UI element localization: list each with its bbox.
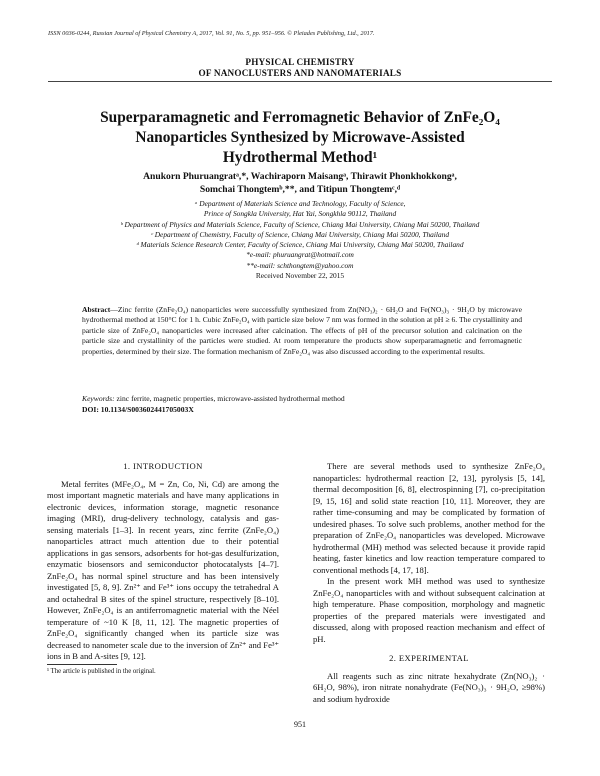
footnote-rule — [47, 664, 117, 665]
intro-heading: 1. INTRODUCTION — [123, 461, 203, 471]
experimental-heading: 2. EXPERIMENTAL — [389, 653, 469, 663]
title-line1: Superparamagnetic and Ferromagnetic Behavior of ZnFe₂O₄ — [100, 109, 500, 126]
right-column — [313, 461, 545, 705]
right-paragraph-1: There are several methods used to synthesize ZnFe₂O₄ nanoparticles: hydrothermal reaction [2, 13], pyrolysis [5, 14], thermal decomposition [6, 8], electrospinning [7], co-precipitation [9, 15, 16] and solid state reaction [10, 11]. Moreover, they are rather time-consuming and may be complicated by formation of undesired phases. To solve such problems, another method for the preparation of ZnFe₂O₄ nanoparticles was developed. Microwave hydrothermal (MH) method was selected because it provide rapid heating, faster kinetics and low reaction temperature compared to conventional methods [4, 17, 18]. — [313, 461, 545, 575]
affiliation-line: ᶜ Department of Chemistry, Faculty of Science, Chiang Mai University, Chiang Mai 50200, Thailand — [150, 229, 450, 239]
keywords-text: zinc ferrite, magnetic properties, microwave-assisted hydrothermal method — [114, 394, 345, 403]
affiliation-line: ᵃ Department of Materials Science and Technology, Faculty of Science, — [194, 199, 406, 208]
affiliation-line: ᵇ Department of Physics and Materials Science, Faculty of Science, Chiang Mai University, Chiang Mai 50200, Thailand — [120, 219, 480, 229]
received-date: Received November 22, 2015 — [255, 271, 345, 281]
journal-header: ISSN 0036-0244, Russian Journal of Physical Chemistry A, 2017, Vol. 91, No. 5, pp. 951–956. © Pleiades Publishing, Ltd., 2017. — [48, 30, 375, 37]
author-list — [30, 171, 570, 196]
keywords — [82, 393, 522, 415]
page-number: 951 — [294, 720, 306, 729]
keywords-label: Keywords: — [82, 394, 115, 403]
intro-paragraph: Metal ferrites (MFe₂O₄, M = Zn, Co, Ni, Cd) are among the most important magnetic materials and have many applications in electronic devices, information storage, magnetic resonance imaging (MRI), drug-delivery technology, catalysis and gas-sensing materials [1–3]. In recent years, zinc ferrite (ZnFe₂O₄) nanoparticles attract much attention due to their potential applications in gas sensors, adsorbents for hot-gas desulfurization, enzymatic biosensors and semiconductor photocatalysts [4–7]. ZnFe₂O₄ has normal spinel structure and has been intensively investigated [5, 8, 9]. Zn²⁺ and Fe³⁺ ions occupy the tetrahedral A and octahedral B sites of the spinel structure, respectively [8–10]. However, ZnFe₂O₄ is an antiferromagnetic material with the Néel temperature of ~10 K [8, 11, 12]. The magnetic properties of ZnFe₂O₄ significantly changed when its particle size was decreased to nanometer scale due to the inversion of Zn²⁺ and Fe³⁺ ions in B and A-sites [9, 12]. — [47, 478, 279, 661]
authors-line2: Somchai Thongtemᵇ,**, and Titipun Thongtemᶜ,ᵈ — [199, 183, 401, 195]
doi: DOI: 10.1134/S003602441705003X — [82, 405, 194, 414]
article-title — [30, 108, 570, 168]
email-line: *e-mail: phuruangrat@hotmail.com — [246, 250, 354, 260]
abstract — [82, 305, 522, 357]
section-title-line1: PHYSICAL CHEMISTRY — [245, 57, 355, 67]
section-rule — [48, 81, 552, 82]
section-title-line2: OF NANOCLUSTERS AND NANOMATERIALS — [198, 68, 402, 78]
abstract-label: Abstract — [82, 305, 111, 314]
authors-line1: Anukorn Phuruangratᵃ,*, Wachiraporn Maisangᵃ, Thirawit Phonkhokkongᵃ, — [143, 171, 457, 182]
affiliations — [20, 199, 580, 281]
abstract-text: —Zinc ferrite (ZnFe₂O₄) nanoparticles were successfully synthesized from Zn(NO₃)₂ · 6H₂O and Fe(NO₃)₃ · 9H₂O by microwave hydrothermal method at 150°C for 1 h. Cubic ZnFe₂O₄ with particle size below 7 nm was formed in the solution at pH ≥ 6. The crystallinity and particle size of ZnFe₂O₄ nanoparticles were increased after calcination. The effects of pH of the precursor solution and calcination on the particle size and crystallinity of the particles were studied. At room temperature the products show superparamagnetic and ferromagnetic properties, determined by their size. The formation mechanism of ZnFe₂O₄ was also discussed according to the experimental results. — [82, 305, 522, 356]
footnote: ¹ The article is published in the original. — [47, 668, 156, 675]
right-paragraph-2: In the present work MH method was used to synthesize ZnFe₂O₄ nanoparticles with and without subsequent calcination at high temperature. Phase composition, morphology and magnetic properties of the prepared materials were investigated and discussed, along with proposed reaction mechanism and effect of pH. — [313, 576, 545, 644]
title-line3: Hydrothermal Method¹ — [222, 149, 378, 166]
affiliation-line: Prince of Songkla University, Hat Yai, Songkhla 90112, Thailand — [203, 209, 397, 219]
email-line: **e-mail: schthongtem@yahoo.com — [246, 260, 354, 270]
right-paragraph-3: All reagents such as zinc nitrate hexahydrate (Zn(NO₃)₂ · 6H₂O, 98%), iron nitrate nonahydrate (Fe(NO₃)₃ · 9H₂O, ≥98%) and sodium hydroxide — [313, 670, 545, 704]
title-line2: Nanoparticles Synthesized by Microwave-Assisted — [135, 129, 465, 146]
affiliation-line: ᵈ Materials Science Research Center, Faculty of Science, Chiang Mai University, Chiang Mai 50200, Thailand — [136, 240, 464, 250]
left-column — [47, 461, 279, 663]
